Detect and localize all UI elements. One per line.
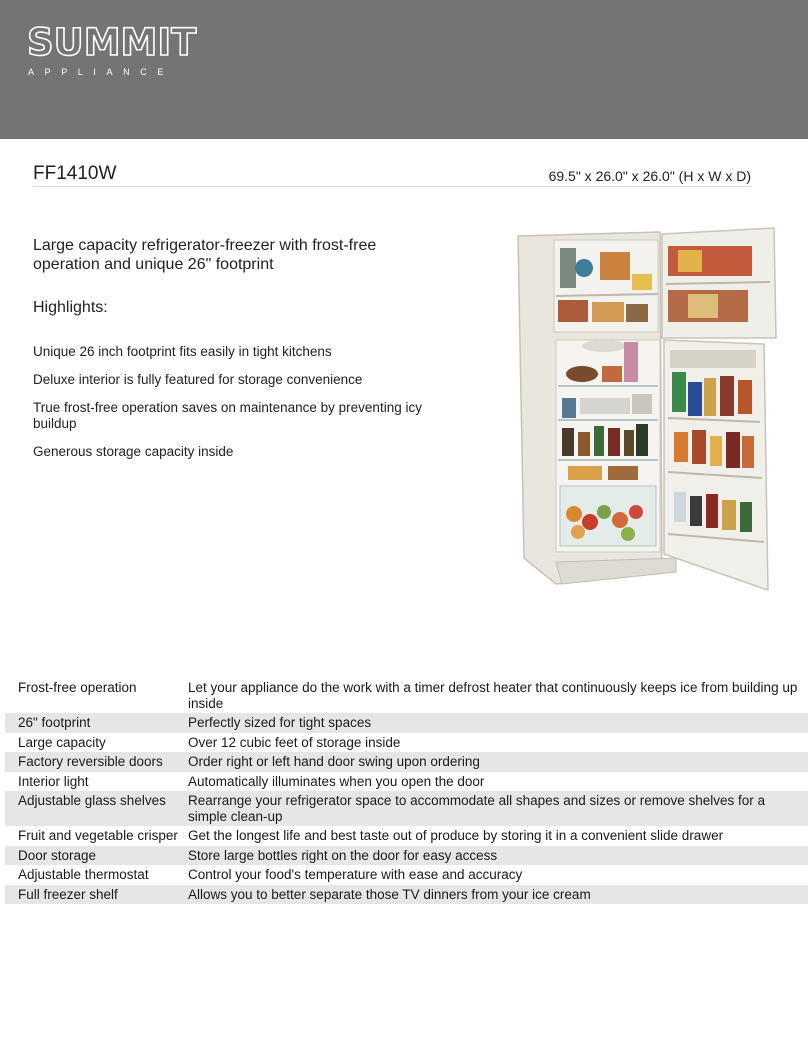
table-row xyxy=(5,885,808,905)
table-row xyxy=(5,826,808,846)
feature-description: Over 12 cubic feet of storage inside xyxy=(188,734,401,750)
table-row xyxy=(5,678,808,713)
feature-name: Interior light xyxy=(18,773,89,789)
logo-wordmark: SUMMIT xyxy=(27,21,197,64)
feature-name: Door storage xyxy=(5,846,188,866)
highlight-item: Generous storage capacity inside xyxy=(33,444,234,459)
feature-name: Factory reversible doors xyxy=(5,752,188,772)
feature-name: 26" footprint xyxy=(5,713,188,733)
feature-description: Control your food's temperature with ease and accuracy xyxy=(188,867,523,882)
feature-name: Full freezer shelf xyxy=(5,885,188,905)
summit-logo xyxy=(27,20,197,80)
highlight-item: Unique 26 inch footprint fits easily in tight kitchens xyxy=(33,344,332,359)
table-row xyxy=(5,752,808,772)
features-table xyxy=(5,678,808,904)
feature-name: Large capacity xyxy=(18,734,106,750)
logo-subtitle: APPLIANCE xyxy=(28,67,174,77)
feature-description: Automatically illuminates when you open the door xyxy=(188,773,485,789)
highlight-item: Deluxe interior is fully featured for storage convenience xyxy=(33,372,363,387)
feature-name: Adjustable thermostat xyxy=(18,867,149,882)
table-row xyxy=(5,772,808,792)
header-banner xyxy=(0,0,808,139)
model-number: FF1410W xyxy=(33,163,117,184)
product-photo xyxy=(512,222,782,592)
table-row xyxy=(5,865,808,885)
feature-description: Order right or left hand door swing upon ordering xyxy=(188,752,808,772)
highlights-title: Highlights: xyxy=(33,299,108,316)
feature-description: Let your appliance do the work with a timer defrost heater that continuously keeps ice from building up inside xyxy=(188,680,798,711)
table-row xyxy=(5,846,808,866)
feature-name: Fruit and vegetable crisper xyxy=(18,828,178,843)
feature-description: Allows you to better separate those TV dinners from your ice cream xyxy=(188,885,808,905)
feature-description: Get the longest life and best taste out of produce by storing it in a convenient slide drawer xyxy=(188,828,724,843)
highlights-list xyxy=(33,344,428,472)
feature-description: Perfectly sized for tight spaces xyxy=(188,713,808,733)
product-tagline: Large capacity refrigerator-freezer with frost-free operation and unique 26" footprint xyxy=(33,237,377,273)
feature-name: Adjustable glass shelves xyxy=(5,791,188,826)
table-row xyxy=(5,713,808,733)
title-divider xyxy=(33,186,751,187)
feature-name: Frost-free operation xyxy=(18,680,137,695)
feature-description: Store large bottles right on the door for easy access xyxy=(188,846,808,866)
table-row xyxy=(5,733,808,753)
table-row xyxy=(5,791,808,826)
feature-description: Rearrange your refrigerator space to accommodate all shapes and sizes or remove shelves for a simple clean-up xyxy=(188,791,808,826)
product-dimensions: 69.5" x 26.0" x 26.0" (H x W x D) xyxy=(548,168,751,184)
highlight-item: True frost-free operation saves on maintenance by preventing icy buildup xyxy=(33,400,422,431)
base-grille xyxy=(556,558,676,584)
